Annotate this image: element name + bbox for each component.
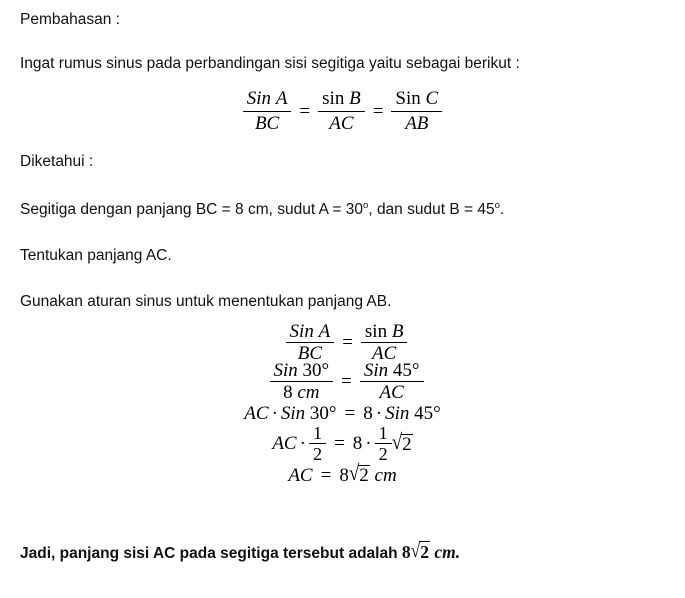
derivation-line-1 xyxy=(8,322,685,363)
sin-label-45: Sin xyxy=(363,360,389,381)
denominator-ac-3: AC xyxy=(360,381,424,402)
equals-sign-line3: = xyxy=(344,403,356,424)
lhs-sin-label: Sin xyxy=(280,403,306,424)
angle-c: C xyxy=(425,88,439,109)
given-text-between: , dan sudut B = 45 xyxy=(368,201,495,218)
denominator-8-cm xyxy=(270,381,334,402)
equals-sign-2: = xyxy=(372,100,384,122)
rhs-angle-45: 45° xyxy=(414,403,441,424)
unit-cm: cm xyxy=(297,382,320,403)
denominator-2-lhs: 2 xyxy=(309,443,326,463)
rhs-sin-label: Sin xyxy=(385,403,410,424)
radicand-2-line4: 2 xyxy=(402,433,412,455)
fraction-one-half-lhs xyxy=(309,424,326,463)
rhs-value-8: 8 xyxy=(363,403,373,424)
radical-sign-icon-line4: √ xyxy=(391,430,403,455)
derivation-line-5 xyxy=(0,461,685,487)
given-text xyxy=(20,200,504,220)
fraction-sin30-over-8cm xyxy=(270,361,334,402)
fraction-sin-a-over-bc-2 xyxy=(286,322,335,363)
given-label: Diketahui : xyxy=(20,153,94,170)
lhs-variable-ac: AC xyxy=(244,403,269,424)
angle-45: 45° xyxy=(392,360,420,381)
multiplication-dot-rhs-2: · xyxy=(365,433,372,455)
radical-sign-icon-conclusion: √ xyxy=(410,538,421,562)
equals-sign-1: = xyxy=(299,100,311,122)
equals-sign-line4: = xyxy=(334,433,345,455)
derivation-line-2 xyxy=(8,361,685,402)
angle-b-2: B xyxy=(391,321,404,342)
conclusion-text xyxy=(20,538,461,564)
numerator-sin-c xyxy=(391,88,442,111)
lhs-variable-ac-2: AC xyxy=(272,433,297,455)
derivation-block xyxy=(0,322,685,485)
square-root-of-2-conclusion xyxy=(410,538,430,562)
conclusion-coefficient: 8 xyxy=(401,542,411,562)
derivation-line-3 xyxy=(0,404,685,423)
radical-sign-icon-line5: √ xyxy=(348,461,360,487)
angle-30: 30° xyxy=(302,360,330,381)
multiplication-dot-lhs-2: · xyxy=(299,433,306,455)
numerator-1-rhs: 1 xyxy=(378,423,388,443)
angle-a-2: A xyxy=(318,321,331,342)
intro-text: Ingat rumus sinus pada perbandingan sisi segitiga yaitu sebagai berikut : xyxy=(20,55,520,72)
formula-law-of-sines xyxy=(0,88,685,135)
degree-symbol-a: o xyxy=(362,200,369,212)
equals-sign-line1: = xyxy=(342,332,353,353)
lhs-angle-30: 30° xyxy=(309,403,337,424)
result-coefficient-8: 8 xyxy=(339,464,349,486)
numerator-1-lhs: 1 xyxy=(312,423,323,443)
denominator-2-rhs: 2 xyxy=(375,443,392,463)
denominator-ab: AB xyxy=(391,111,442,135)
equals-sign-line5: = xyxy=(320,464,332,486)
angle-a: A xyxy=(275,88,288,109)
fraction-sin-b-over-ac xyxy=(318,88,365,135)
multiplication-dot-rhs: · xyxy=(375,403,383,424)
degree-symbol-b: o xyxy=(494,200,500,212)
fraction-sin-a-over-bc xyxy=(243,88,292,135)
sin-label-b: sin xyxy=(322,88,345,109)
sin-label-c: Sin xyxy=(395,88,421,109)
square-root-of-2-line5 xyxy=(348,461,370,487)
equals-sign-line2: = xyxy=(341,371,352,392)
sin-label-a-2: Sin xyxy=(289,321,314,342)
result-variable-ac: AC xyxy=(288,464,313,486)
numerator-sin-a-2 xyxy=(286,322,335,342)
question-text: Tentukan panjang AC. xyxy=(20,247,172,264)
fraction-one-half-rhs xyxy=(375,424,392,463)
multiplication-dot-lhs: · xyxy=(271,403,278,424)
fraction-sin-b-over-ac-2 xyxy=(361,322,408,363)
sin-label-b-2: sin xyxy=(364,321,388,342)
conclusion-answer xyxy=(401,538,461,562)
fraction-sin45-over-ac xyxy=(360,361,424,402)
denominator-ac-2: AC xyxy=(361,342,408,363)
conclusion-unit: cm. xyxy=(434,542,461,562)
sin-label-30: Sin xyxy=(273,360,298,381)
numerator-sin-b-2 xyxy=(361,322,408,342)
result-unit-cm: cm xyxy=(374,464,397,486)
numerator-sin-30 xyxy=(270,361,334,381)
radicand-2-line5: 2 xyxy=(359,465,369,487)
radicand-2-conclusion: 2 xyxy=(420,542,429,562)
rhs-value-8-2: 8 xyxy=(352,433,363,455)
given-text-before-angle-a: Segitiga dengan panjang BC = 8 cm, sudut A = 30 xyxy=(20,201,363,218)
denominator-bc-2: BC xyxy=(286,342,335,363)
numerator-sin-b xyxy=(318,88,365,111)
method-text: Gunakan aturan sinus untuk menentukan panjang AB. xyxy=(20,293,392,310)
denominator-bc: BC xyxy=(243,111,292,135)
square-root-of-2-line4 xyxy=(391,430,413,455)
fraction-sin-c-over-ab xyxy=(391,88,442,135)
numerator-sin-45 xyxy=(360,361,424,381)
given-text-after: . xyxy=(499,201,505,218)
sin-label-a: Sin xyxy=(246,88,272,109)
angle-b: B xyxy=(349,88,361,109)
numerator-sin-a xyxy=(243,88,292,111)
heading-pembahasan: Pembahasan : xyxy=(20,11,120,28)
denominator-ac: AC xyxy=(318,111,365,135)
derivation-line-4 xyxy=(0,424,685,463)
conclusion-prefix: Jadi, panjang sisi AC pada segitiga tersebut adalah xyxy=(20,545,402,562)
value-8: 8 xyxy=(283,382,293,403)
